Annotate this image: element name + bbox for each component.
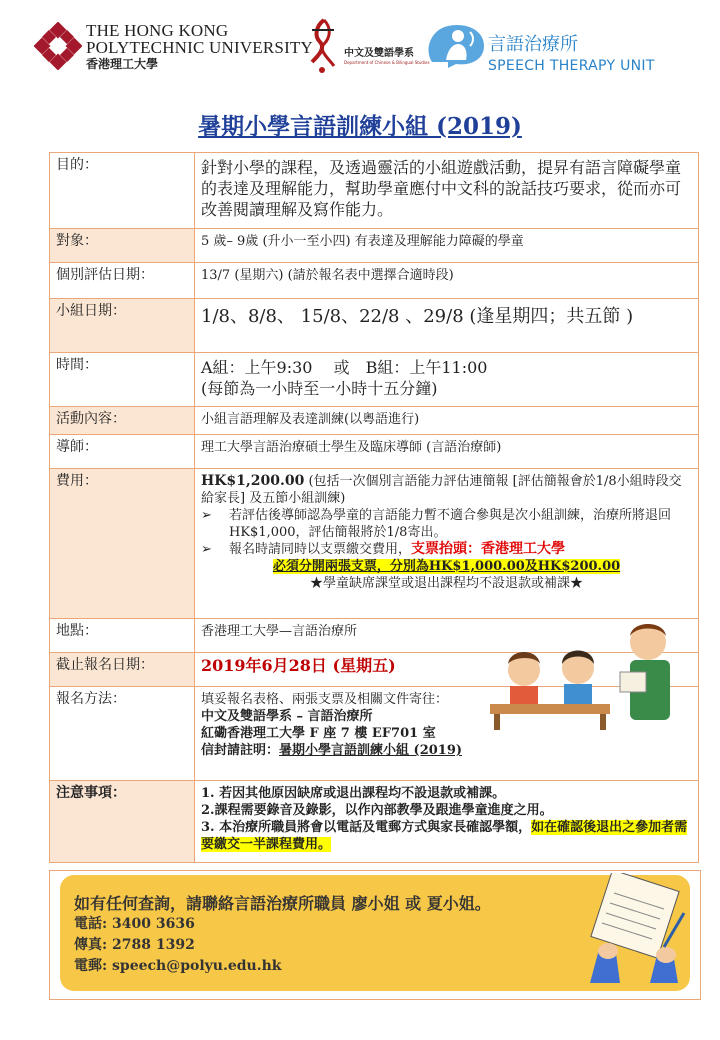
label-deadline: 截止報名日期： [50,653,195,687]
label-fee: 費用： [50,469,195,619]
contact-box [49,870,701,1000]
row-assessment [50,263,699,299]
polyu-logo-icon [34,22,82,70]
row-tutor [50,435,699,469]
label-time: 時間： [50,353,195,407]
label-target: 對象： [50,229,195,263]
deadline-text: 2019年6月28日 (星期五) [201,656,396,675]
fee-bullet-2 [201,541,692,558]
note-2: 2.課程需要錄音及錄影，以作內部教學及跟進學童進度之用。 [201,803,553,818]
contact-panel [60,875,690,991]
application-line-4-a: 信封請註明： [201,743,280,758]
note-3 [201,819,692,853]
polyu-name-en-1: THE HONG KONG [86,21,229,40]
application-line-2: 中文及雙語學系 – 言語治療所 [201,709,373,724]
time-line-1: A組：上午9:30 或 B組：上午11:00 [201,358,488,377]
value-time [195,353,699,407]
cbs-name-en: Department of Chinese & Bilingual Studies [344,60,430,65]
value-fee [195,469,699,619]
contact-fax: 傳真: 2788 1392 [74,937,195,953]
value-group-dates [195,299,699,353]
value-assessment: 13/7 (星期六) (請於報名表中選擇合適時段) [195,263,699,299]
value-venue: 香港理工大學—言語治療所 [195,619,699,653]
speech-therapy-name-zh: 言語治療所 [488,34,578,55]
value-content: 小組言語理解及表達訓練(以粵語進行) [195,407,699,435]
note-1: 1. 若因其他原因缺席或退出課程均不設退款或補課。 [201,786,506,801]
group-dates-text: 1/8、8/8、 15/8、22/8 、29/8 (逢星期四；共五節 ) [201,306,634,327]
label-tutor: 導師： [50,435,195,469]
cbs-name [344,44,430,65]
notebook-hand-icon [580,873,690,989]
application-line-1: 填妥報名表格、兩張支票及相關文件寄往： [201,692,449,707]
fee-bullet-1 [201,507,692,541]
polyu-name [86,22,313,73]
contact-text [74,893,491,977]
application-line-3: 紅磡香港理工大學 F 座 7 樓 EF701 室 [201,726,436,741]
speech-therapy-name-en: SPEECH THERAPY UNIT [488,58,655,74]
row-notes [50,781,699,863]
label-group-dates: 小組日期： [50,299,195,353]
row-content [50,407,699,435]
polyu-name-zh: 香港理工大學 [86,57,159,71]
application-line-4 [201,742,692,759]
time-line-2: (每節為一小時至一小時十五分鐘) [201,379,438,398]
value-notes [195,781,699,863]
value-tutor: 理工大學言語治療碩士學生及臨床導師 (言語治療師) [195,435,699,469]
note-3-b: 如在確認後退出之參加者需要繳交一半課程費用。 [201,820,688,852]
fee-bullet-2-text [229,541,565,558]
arrow-bullet-icon: ➢ [201,542,212,557]
label-venue: 地點： [50,619,195,653]
label-assessment: 個別評估日期： [50,263,195,299]
fee-cheque-payee: 支票抬頭：香港理工大學 [411,541,566,557]
fee-cheque-split: 必須分開兩張支票，分別為HK$1,000.00及HK$200.00 [272,559,621,574]
arrow-bullet-icon: ➢ [201,508,212,523]
row-group-dates [50,299,699,353]
classroom-illustration-icon [480,612,692,730]
fee-cheque-split-line [201,558,692,575]
speech-therapy-name [488,30,655,74]
contact-query: 如有任何查詢，請聯絡言語治療所職員 廖小姐 或 夏小姐。 [74,894,491,913]
page-title: 暑期小學言語訓練小組 (2019) [198,113,522,140]
fee-main [201,473,692,507]
value-purpose [195,153,699,229]
fee-bullet-2-a: 報名時請同時以支票繳交費用， [229,542,412,557]
polyu-name-en-2: POLYTECHNIC UNIVERSITY [86,38,313,57]
cbs-logo-icon [304,16,344,76]
fee-no-refund-note: ★學童缺席課堂或退出課程均不設退款或補課★ [309,576,583,591]
purpose-text: 針對小學的課程，及透過靈活的小組遊戲活動，提昇有語言障礙學童的表達及理解能力，幫助學童應付中文科的說話技巧要求，從而亦可改善閱讀理解及寫作能力。 [201,158,682,219]
speech-therapy-logo-icon [426,20,488,70]
label-notes: 注意事項： [50,781,195,863]
label-application: 報名方法： [50,687,195,781]
row-target [50,229,699,263]
fee-amount: HK$1,200.00 [201,473,305,489]
value-target: 5 歲– 9歲 (升小一至小四) 有表達及理解能力障礙的學童 [195,229,699,263]
row-purpose [50,153,699,229]
label-purpose: 目的： [50,153,195,229]
fee-desc: (包括一次個別言語能力評估連簡報 [評估簡報會於1/8小組時段交給家長] 及五節小組訓練) [201,474,682,506]
contact-phone: 電話: 3400 3636 [74,916,195,932]
cbs-name-zh: 中文及雙語學系 [344,48,414,59]
application-line-4-b: 暑期小學言語訓練小組 (2019) [279,743,463,758]
info-table [49,152,699,863]
row-time [50,353,699,407]
row-fee [50,469,699,619]
label-content: 活動內容： [50,407,195,435]
contact-email[interactable]: 電郵: speech@polyu.edu.hk [74,958,282,974]
fee-bullet-1-text: 若評估後導師認為學童的言語能力暫不適合參與是次小組訓練，治療所將退回HK$1,000，評估簡報將於1/8寄出。 [229,508,672,540]
note-3-a: 3. 本治療所職員將會以電話及電郵方式與家長確認學額， [201,820,532,835]
